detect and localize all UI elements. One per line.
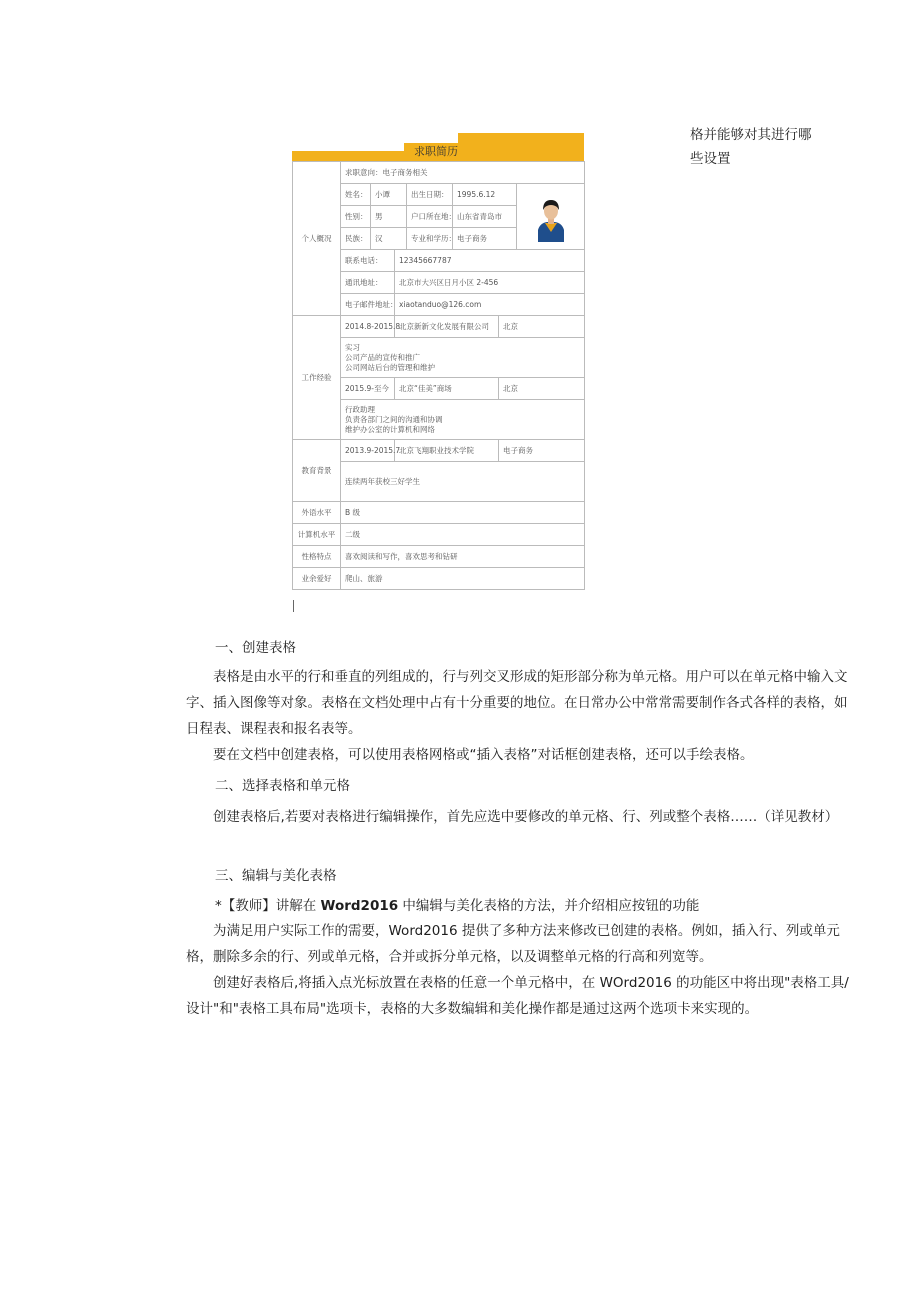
gender-label: 性别： xyxy=(341,206,371,228)
email-label: 电子邮件地址： xyxy=(341,294,395,316)
avatar-photo xyxy=(534,192,568,242)
work1-desc-line: 公司产品的宣传和推广 xyxy=(345,352,420,362)
teacher-bold: Word2016 xyxy=(320,898,399,914)
name-value: 小谭 xyxy=(371,184,407,206)
job-intent: 求职意向：电子商务相关 xyxy=(341,162,585,184)
section-personal: 个人概况 xyxy=(293,162,341,316)
heading-create-table: 一、创建表格 xyxy=(215,640,296,656)
language-value: B 级 xyxy=(341,502,585,524)
major-label: 专业和学历： xyxy=(407,228,453,250)
name-label: 姓名： xyxy=(341,184,371,206)
paragraph-modify-methods: 为满足用户实际工作的需要，Word2016 提供了多种方法来修改已创建的表格。例如，插入行、列或单元格，删除多余的行、列或单元格，合并或拆分单元格，以及调整单元格的行高和列宽等。 xyxy=(186,923,840,965)
work1-city: 北京 xyxy=(499,316,585,338)
gender-value: 男 xyxy=(371,206,407,228)
work1-desc-line: 实习 xyxy=(345,342,360,352)
text-cursor xyxy=(293,600,294,612)
header-tab xyxy=(458,133,584,161)
section-hobby: 业余爱好 xyxy=(293,568,341,590)
work2-desc-line: 维护办公室的计算机和网络 xyxy=(345,424,435,434)
hukou-value: 山东省青岛市 xyxy=(453,206,517,228)
work1-description xyxy=(341,338,585,378)
paragraph-table-intro: 表格是由水平的行和垂直的列组成的，行与列交叉形成的矩形部分称为单元格。用户可以在单元格中输入文字、插入图像等对象。表格在文档处理中占有十分重要的地位。在日常办公中常常需要制作各式各样的表格，如日程表、课程表和报名表等。 xyxy=(186,669,848,737)
resume-title: 求职简历 xyxy=(404,143,468,161)
resume-table xyxy=(292,161,585,590)
birth-value: 1995.6.12 xyxy=(453,184,517,206)
edu-period: 2013.9-2015.7 xyxy=(341,440,395,462)
work1-desc-line: 公司网站后台的管理和维护 xyxy=(345,362,435,372)
work2-desc-line: 行政助理 xyxy=(345,404,375,414)
teacher-suffix: 中编辑与美化表格的方法，并介绍相应按钮的功能 xyxy=(398,898,700,914)
section-traits: 性格特点 xyxy=(293,546,341,568)
work2-period: 2015.9-至今 xyxy=(341,378,395,400)
phone-value: 12345667787 xyxy=(395,250,585,272)
photo-cell xyxy=(517,184,585,250)
section-education: 教育背景 xyxy=(293,440,341,502)
paragraph-table-tools: 创建好表格后,将插入点光标放置在表格的任意一个单元格中，在 WOrd2016 的功能区中将出现"表格工具/设计"和"表格工具布局"选项卡，表格的大多数编辑和美化操作都是通过这两个选项卡来实现的。 xyxy=(186,975,849,1017)
ethnic-value: 汉 xyxy=(371,228,407,250)
paragraph-select: 创建表格后,若要对表格进行编辑操作，首先应选中要修改的单元格、行、列或整个表格……（详见教材） xyxy=(213,809,839,825)
paragraph-create-methods: 要在文档中创建表格，可以使用表格网格或“插入表格”对话框创建表格，还可以手绘表格。 xyxy=(213,747,754,763)
edu-school: 北京飞翔职业技术学院 xyxy=(395,440,499,462)
work1-company: 北京新新文化发展有限公司 xyxy=(395,316,499,338)
ethnic-label: 民族： xyxy=(341,228,371,250)
work1-period: 2014.8-2015.8 xyxy=(341,316,395,338)
address-label: 通讯地址： xyxy=(341,272,395,294)
birth-label: 出生日期： xyxy=(407,184,453,206)
work2-company: 北京“佳美”商场 xyxy=(395,378,499,400)
section-computer: 计算机水平 xyxy=(293,524,341,546)
phone-label: 联系电话： xyxy=(341,250,395,272)
section-work: 工作经验 xyxy=(293,316,341,440)
work2-desc-line: 负责各部门之间的沟通和协调 xyxy=(345,414,443,424)
resume-figure xyxy=(292,133,584,605)
side-note: 格并能够对其进行哪些设置 xyxy=(690,127,812,167)
major-value: 电子商务 xyxy=(453,228,517,250)
address-value: 北京市大兴区日月小区 2-456 xyxy=(395,272,585,294)
edu-major: 电子商务 xyxy=(499,440,585,462)
edu-award: 连续两年获校三好学生 xyxy=(341,462,585,502)
section-language: 外语水平 xyxy=(293,502,341,524)
resume-header xyxy=(292,133,584,161)
email-value: xiaotanduo@126.com xyxy=(395,294,585,316)
computer-value: 二级 xyxy=(341,524,585,546)
traits-value: 喜欢阅读和写作，喜欢思考和钻研 xyxy=(341,546,585,568)
heading-select-table: 二、选择表格和单元格 xyxy=(215,778,350,794)
teacher-note xyxy=(215,894,699,918)
heading-edit-table: 三、编辑与美化表格 xyxy=(215,868,337,884)
teacher-prefix: *【教师】讲解在 xyxy=(215,898,321,914)
work2-city: 北京 xyxy=(499,378,585,400)
work2-description xyxy=(341,400,585,440)
hobby-value: 爬山、旅游 xyxy=(341,568,585,590)
hukou-label: 户口所在地： xyxy=(407,206,453,228)
